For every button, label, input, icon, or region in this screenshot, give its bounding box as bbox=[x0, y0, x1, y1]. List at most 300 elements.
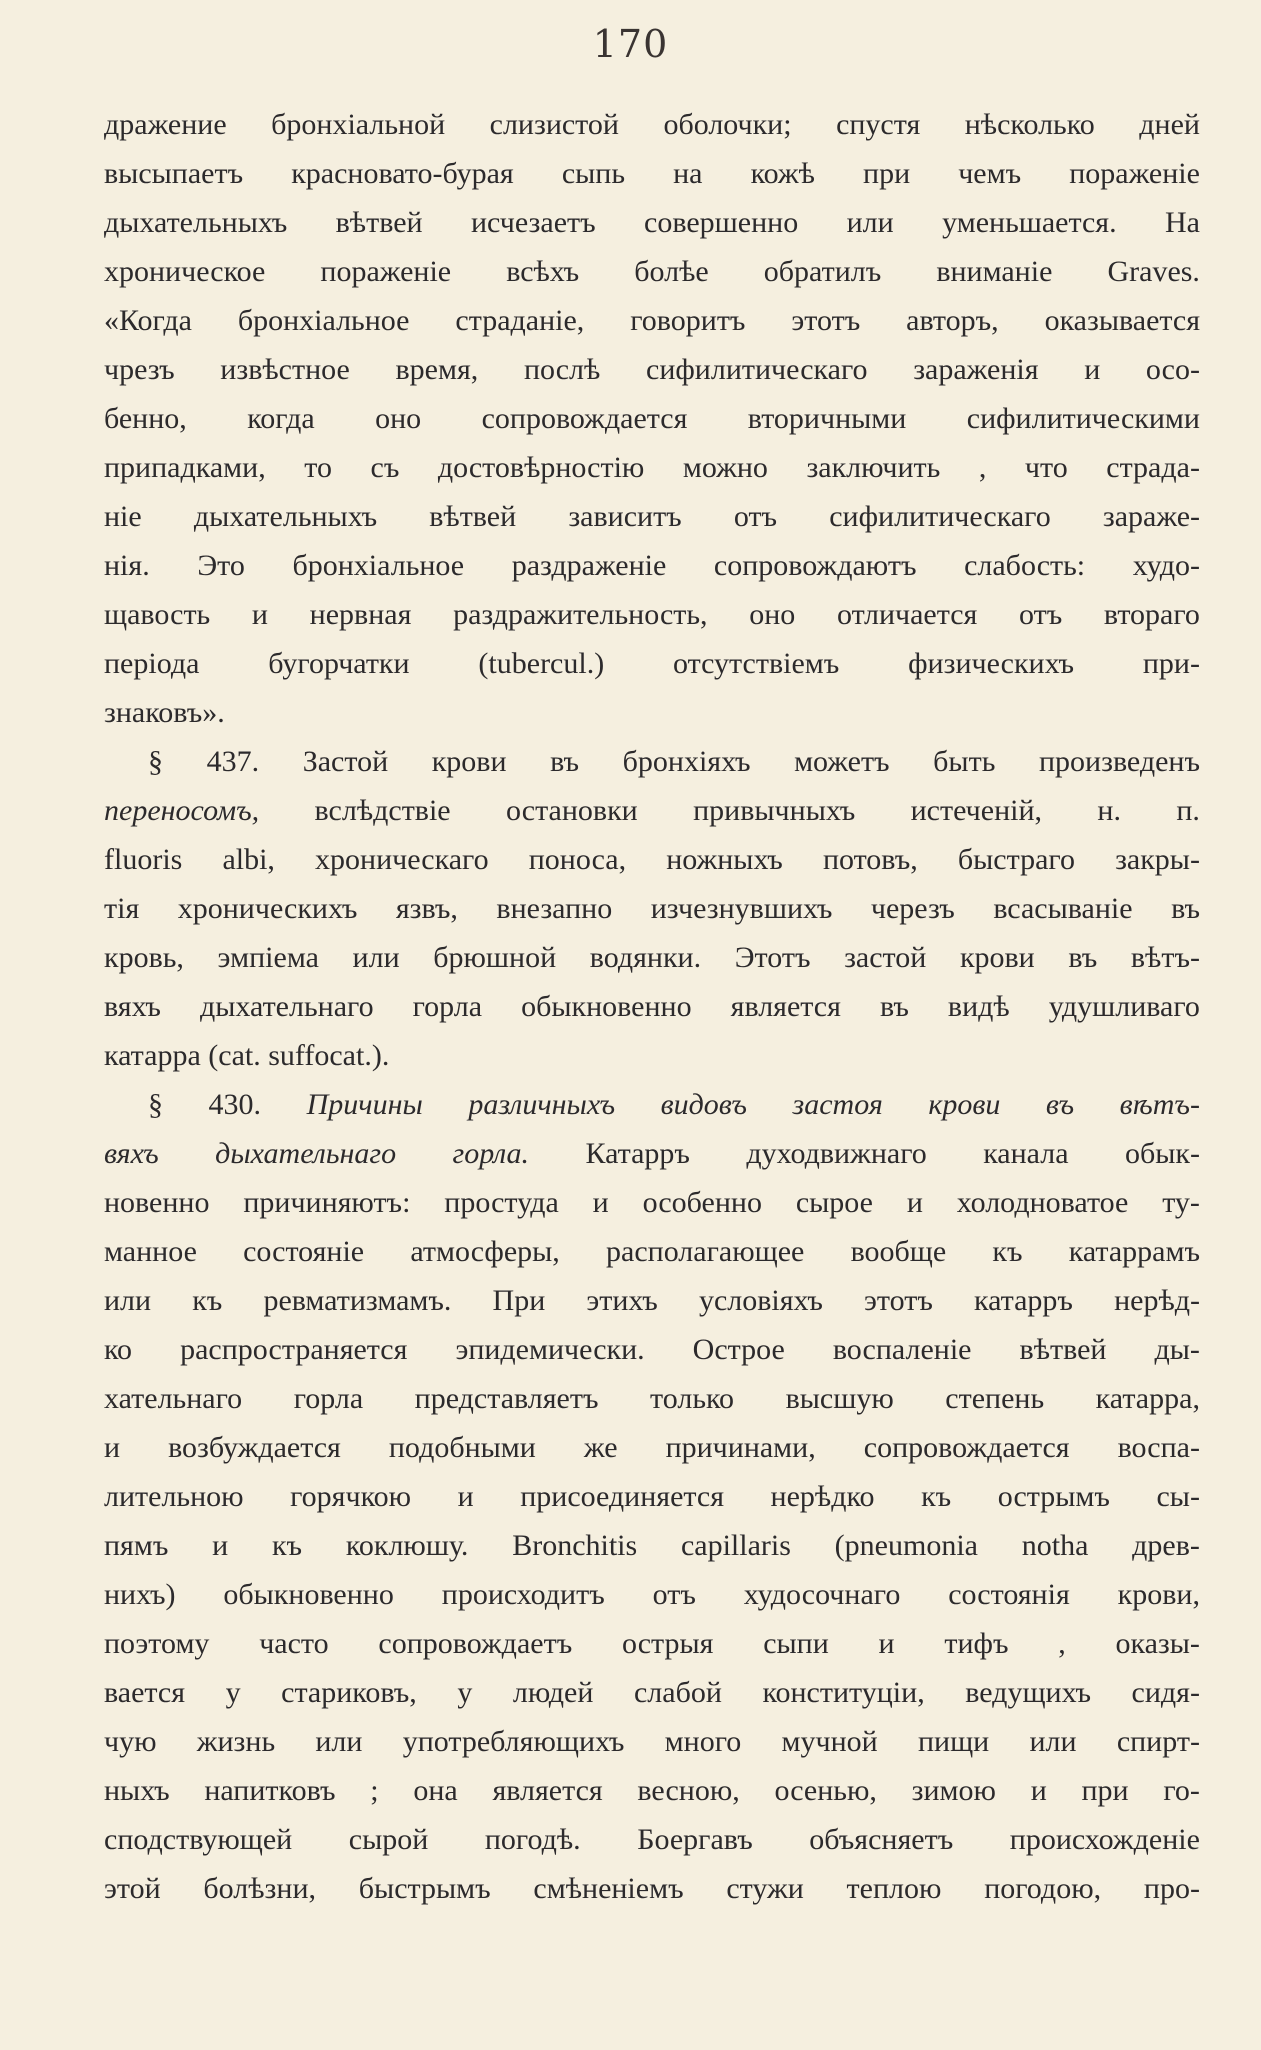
text-line bbox=[104, 1129, 1200, 1178]
word: тифъ bbox=[944, 1627, 1009, 1660]
word: катарръ bbox=[973, 1284, 1073, 1317]
word: При bbox=[492, 1284, 546, 1317]
word: быть bbox=[933, 745, 996, 778]
word: различныхъ bbox=[468, 1088, 616, 1121]
word: горла bbox=[412, 990, 483, 1023]
word: переносомъ, bbox=[104, 794, 260, 827]
word: или bbox=[315, 1725, 363, 1758]
word: стужи bbox=[726, 1872, 804, 1905]
word: Боергавъ bbox=[637, 1823, 753, 1856]
text-line bbox=[104, 1178, 1200, 1227]
word: весною, bbox=[637, 1774, 740, 1807]
word: Этотъ bbox=[734, 941, 811, 974]
word: дыхательныхъ bbox=[193, 500, 378, 533]
word: вается bbox=[104, 1676, 185, 1709]
text-line bbox=[104, 835, 1200, 884]
word: сырое bbox=[795, 1186, 873, 1219]
word: оболочки; bbox=[663, 108, 792, 141]
word: погодѣ. bbox=[484, 1823, 581, 1856]
word: оказывается bbox=[1044, 304, 1200, 337]
word: обратилъ bbox=[763, 255, 882, 288]
word: вѣтвей bbox=[335, 206, 423, 239]
word: про- bbox=[1143, 1872, 1200, 1905]
text-line bbox=[104, 933, 1200, 982]
word: отъ bbox=[1019, 598, 1063, 631]
text-line bbox=[104, 1227, 1200, 1276]
word: причиняютъ: bbox=[243, 1186, 411, 1219]
word: при- bbox=[1142, 647, 1200, 680]
word: capillaris bbox=[680, 1529, 791, 1562]
text-line bbox=[104, 590, 1200, 639]
word: худо- bbox=[1132, 549, 1200, 582]
word: видовъ bbox=[660, 1088, 747, 1121]
text-line bbox=[104, 394, 1200, 443]
word: раздраженіе bbox=[511, 549, 667, 582]
word: оказы- bbox=[1115, 1627, 1200, 1660]
word: въ bbox=[1171, 892, 1200, 925]
word: теплою bbox=[846, 1872, 942, 1905]
word: дыхательнаго bbox=[215, 1137, 397, 1170]
word: болѣе bbox=[634, 255, 709, 288]
word: возбуждается bbox=[168, 1431, 341, 1464]
text-line bbox=[104, 1864, 1200, 1913]
word: сопровождаетъ bbox=[378, 1627, 573, 1660]
word: состояніе bbox=[243, 1235, 365, 1268]
word: чрезъ bbox=[104, 353, 175, 386]
word: и bbox=[251, 598, 268, 631]
word: бронхіальное bbox=[292, 549, 465, 582]
text-line bbox=[104, 1423, 1200, 1472]
word: § bbox=[148, 745, 163, 778]
word: бронхіяхъ bbox=[622, 745, 751, 778]
word: спустя bbox=[836, 108, 921, 141]
word: зависитъ bbox=[568, 500, 682, 533]
word: крови bbox=[431, 745, 507, 778]
word: у bbox=[457, 1676, 473, 1709]
word: острыя bbox=[621, 1627, 714, 1660]
word: пямъ bbox=[104, 1529, 169, 1562]
word: говоритъ bbox=[630, 304, 746, 337]
word: степень bbox=[945, 1382, 1045, 1415]
word: острымъ bbox=[997, 1480, 1110, 1513]
word: болѣзни, bbox=[203, 1872, 317, 1905]
word: въ bbox=[1045, 1088, 1075, 1121]
text-line bbox=[104, 639, 1200, 688]
word: чую bbox=[104, 1725, 157, 1758]
word: состоянія bbox=[948, 1578, 1070, 1611]
word: только bbox=[650, 1382, 735, 1415]
word: при bbox=[863, 157, 911, 190]
word: простуда bbox=[444, 1186, 559, 1219]
word: извѣстное bbox=[220, 353, 350, 386]
text-line bbox=[104, 1766, 1200, 1815]
word: брюшной bbox=[433, 941, 557, 974]
word: вѣтъ- bbox=[1130, 941, 1200, 974]
word: духодвижнаго bbox=[746, 1137, 927, 1170]
word: высыпаетъ bbox=[104, 157, 244, 190]
word: и bbox=[878, 1627, 895, 1660]
word: и bbox=[457, 1480, 474, 1513]
word: худосочнаго bbox=[743, 1578, 901, 1611]
word: дней bbox=[1139, 108, 1200, 141]
word: нѣсколько bbox=[964, 108, 1095, 141]
word: кожѣ bbox=[750, 157, 815, 190]
word: слизистой bbox=[489, 108, 619, 141]
word: язвъ, bbox=[395, 892, 458, 925]
word: часто bbox=[259, 1627, 329, 1660]
word: причинами, bbox=[665, 1431, 816, 1464]
word: много bbox=[664, 1725, 742, 1758]
word: сопровождаютъ bbox=[713, 549, 917, 582]
word: обык- bbox=[1124, 1137, 1200, 1170]
word: этотъ bbox=[791, 304, 861, 337]
word: коклюшу. bbox=[345, 1529, 469, 1562]
word: періода bbox=[104, 647, 200, 680]
text-line bbox=[104, 1374, 1200, 1423]
word: оно bbox=[375, 402, 422, 435]
word: сифилитическаго bbox=[646, 353, 868, 386]
word: сы- bbox=[1156, 1480, 1200, 1513]
word: сопровождается bbox=[863, 1431, 1070, 1464]
word: поноса, bbox=[528, 843, 627, 876]
word: дражение bbox=[104, 108, 227, 141]
word: видѣ bbox=[947, 990, 1010, 1023]
word: бронхіальное bbox=[237, 304, 410, 337]
text-line bbox=[104, 1325, 1200, 1374]
word: вяхъ bbox=[104, 1137, 159, 1170]
word: новенно bbox=[104, 1186, 210, 1219]
word: при bbox=[1081, 1774, 1129, 1807]
word: ведущихъ bbox=[965, 1676, 1091, 1709]
text-line bbox=[104, 982, 1200, 1031]
word: употребляющихъ bbox=[402, 1725, 625, 1758]
word: истеченій, bbox=[910, 794, 1043, 827]
text-line bbox=[104, 1031, 1200, 1080]
text-line bbox=[104, 100, 1200, 149]
word: втораго bbox=[1103, 598, 1200, 631]
text-line bbox=[104, 247, 1200, 296]
word: воспа- bbox=[1117, 1431, 1200, 1464]
word: холодноватое bbox=[956, 1186, 1129, 1219]
word: быстраго bbox=[957, 843, 1075, 876]
text-line bbox=[104, 1521, 1200, 1570]
word: представляетъ bbox=[414, 1382, 599, 1415]
word: съ bbox=[370, 451, 400, 484]
word: уменьшается. bbox=[942, 206, 1117, 239]
word: слабой bbox=[633, 1676, 722, 1709]
word: Graves. bbox=[1107, 255, 1200, 288]
word: вѣтъ- bbox=[1119, 1088, 1200, 1121]
word: она bbox=[413, 1774, 458, 1807]
word: 430. bbox=[208, 1088, 262, 1121]
word: ревматизмамъ. bbox=[263, 1284, 452, 1317]
word: послѣ bbox=[523, 353, 601, 386]
word: ды- bbox=[1154, 1333, 1200, 1366]
word: когда bbox=[247, 402, 315, 435]
text-line bbox=[104, 1472, 1200, 1521]
word: отъ bbox=[733, 500, 778, 533]
word: ту- bbox=[1162, 1186, 1200, 1219]
word: дыхательныхъ bbox=[104, 206, 288, 239]
word: привычныхъ bbox=[693, 794, 856, 827]
text-line bbox=[104, 296, 1200, 345]
word: го- bbox=[1163, 1774, 1200, 1807]
word: дыхательнаго bbox=[200, 990, 374, 1023]
text-line bbox=[104, 1668, 1200, 1717]
text-line bbox=[104, 1276, 1200, 1325]
word: страда- bbox=[1106, 451, 1200, 484]
word: или bbox=[352, 941, 400, 974]
word: погодою, bbox=[984, 1872, 1102, 1905]
word: или bbox=[104, 1284, 152, 1317]
word: бенно, bbox=[104, 402, 187, 435]
word: древ- bbox=[1132, 1529, 1200, 1562]
word: же bbox=[583, 1431, 618, 1464]
word: отъ bbox=[652, 1578, 696, 1611]
word: условіяхъ bbox=[698, 1284, 823, 1317]
word: н. bbox=[1097, 794, 1121, 827]
word: Причины bbox=[306, 1088, 423, 1121]
word: обыкновенно bbox=[521, 990, 692, 1023]
word: черезъ bbox=[870, 892, 955, 925]
body-text bbox=[104, 100, 1200, 1913]
word: сыпь bbox=[561, 157, 626, 190]
word: застой bbox=[844, 941, 927, 974]
word: къ bbox=[192, 1284, 223, 1317]
word: хроническаго bbox=[315, 843, 489, 876]
word: осо- bbox=[1145, 353, 1200, 386]
word: быстрымъ bbox=[358, 1872, 491, 1905]
word: обыкновенно bbox=[223, 1578, 394, 1611]
word: особенно bbox=[642, 1186, 762, 1219]
word: лительною bbox=[104, 1480, 244, 1513]
word: слабость: bbox=[964, 549, 1086, 582]
word: тія bbox=[104, 892, 140, 925]
word: раздражительность, bbox=[453, 598, 708, 631]
word: атмосферы, bbox=[410, 1235, 560, 1268]
word: нерѣд- bbox=[1114, 1284, 1200, 1317]
word: можетъ bbox=[794, 745, 890, 778]
text-line bbox=[104, 443, 1200, 492]
word: сопровождается bbox=[481, 402, 688, 435]
word: страданіе, bbox=[455, 304, 585, 337]
word: нихъ) bbox=[104, 1578, 176, 1611]
word: объясняетъ bbox=[809, 1823, 954, 1856]
text-line bbox=[104, 1717, 1200, 1766]
word: осенью, bbox=[774, 1774, 877, 1807]
word: авторъ, bbox=[906, 304, 999, 337]
word: горячкою bbox=[290, 1480, 412, 1513]
word: вслѣдствіе bbox=[314, 794, 451, 827]
word: зараженія bbox=[913, 353, 1039, 386]
text-line bbox=[104, 1619, 1200, 1668]
word: хроническое bbox=[104, 255, 266, 288]
word: присоединяется bbox=[520, 1480, 724, 1513]
word: совершенно bbox=[644, 206, 799, 239]
word: можно bbox=[682, 451, 768, 484]
word: хательнаго bbox=[104, 1382, 243, 1415]
word: смѣненіемъ bbox=[533, 1872, 684, 1905]
word: въ bbox=[879, 990, 909, 1023]
word: людей bbox=[512, 1676, 594, 1709]
word: происхожденіе bbox=[1009, 1823, 1200, 1856]
word: располагающее bbox=[606, 1235, 805, 1268]
word: горла bbox=[293, 1382, 364, 1415]
word: что bbox=[1024, 451, 1068, 484]
word: чемъ bbox=[958, 157, 1022, 190]
word: бронхіальной bbox=[271, 108, 446, 141]
word: или bbox=[846, 206, 894, 239]
word: красновато-бурая bbox=[291, 157, 514, 190]
word: жизнь bbox=[196, 1725, 276, 1758]
word: эпидемически. bbox=[455, 1333, 645, 1366]
word: вѣтвей bbox=[1019, 1333, 1107, 1366]
word: и bbox=[1084, 353, 1101, 386]
word: отсутствіемъ bbox=[673, 647, 840, 680]
word: крови bbox=[928, 1088, 1001, 1121]
word: вторичными bbox=[747, 402, 907, 435]
word: манное bbox=[104, 1235, 197, 1268]
word: § bbox=[148, 1088, 163, 1121]
word: и bbox=[906, 1186, 923, 1219]
word: пораженіе bbox=[320, 255, 452, 288]
word: у bbox=[225, 1676, 241, 1709]
word: мучной bbox=[781, 1725, 878, 1758]
text-line bbox=[104, 737, 1200, 786]
word: канала bbox=[983, 1137, 1069, 1170]
word: (tubercul.) bbox=[478, 647, 605, 680]
word: и bbox=[1030, 1774, 1047, 1807]
word: notha bbox=[1021, 1529, 1089, 1562]
word: поэтому bbox=[104, 1627, 210, 1660]
text-line bbox=[104, 492, 1200, 541]
word: сифилитическими bbox=[966, 402, 1200, 435]
word: заключить bbox=[806, 451, 941, 484]
word: къ bbox=[271, 1529, 303, 1562]
word: , bbox=[1058, 1627, 1066, 1660]
word: и bbox=[104, 1431, 121, 1464]
word: вяхъ bbox=[104, 990, 161, 1023]
word: на bbox=[673, 157, 703, 190]
word: катарра, bbox=[1095, 1382, 1200, 1415]
word: вѣтвей bbox=[429, 500, 517, 533]
word: 437. bbox=[206, 745, 260, 778]
word: ныхъ bbox=[104, 1774, 170, 1807]
word: удушливаго bbox=[1048, 990, 1200, 1023]
word: является bbox=[730, 990, 841, 1023]
word: пищи bbox=[917, 1725, 990, 1758]
word: этихъ bbox=[586, 1284, 658, 1317]
text-line bbox=[104, 345, 1200, 394]
word: то bbox=[304, 451, 332, 484]
word: произведенъ bbox=[1038, 745, 1200, 778]
word: , bbox=[978, 451, 987, 484]
word: всѣхъ bbox=[506, 255, 580, 288]
text-line bbox=[104, 1815, 1200, 1864]
word: потовъ, bbox=[822, 843, 918, 876]
text-line bbox=[104, 786, 1200, 835]
word: Это bbox=[197, 549, 245, 582]
word: (cat. bbox=[208, 1039, 261, 1072]
word: эмпіема bbox=[217, 941, 319, 974]
word: Острое bbox=[692, 1333, 785, 1366]
word: является bbox=[492, 1774, 603, 1807]
word: «Когда bbox=[104, 304, 192, 337]
word: достовѣрностію bbox=[437, 451, 645, 484]
word: зараже- bbox=[1102, 500, 1200, 533]
word: распространяется bbox=[180, 1333, 408, 1366]
word: закры- bbox=[1115, 843, 1200, 876]
word: напитковъ bbox=[204, 1774, 336, 1807]
text-line bbox=[104, 884, 1200, 933]
word: нія. bbox=[104, 549, 150, 582]
text-line bbox=[104, 1570, 1200, 1619]
word: стариковъ, bbox=[281, 1676, 417, 1709]
word: ; bbox=[370, 1774, 379, 1807]
word: къ bbox=[992, 1235, 1023, 1268]
word: бугорчатки bbox=[268, 647, 410, 680]
word: кровь, bbox=[104, 941, 184, 974]
word: крови bbox=[959, 941, 1035, 974]
word: зимою bbox=[911, 1774, 996, 1807]
word: подобными bbox=[388, 1431, 536, 1464]
word: и bbox=[212, 1529, 229, 1562]
word: въ bbox=[1068, 941, 1098, 974]
word: изчезнувшихъ bbox=[650, 892, 833, 925]
word: внезапно bbox=[496, 892, 613, 925]
word: ножныхъ bbox=[666, 843, 783, 876]
word: щавость bbox=[104, 598, 211, 631]
word: припадками, bbox=[104, 451, 266, 484]
word: этотъ bbox=[864, 1284, 933, 1317]
text-line bbox=[104, 541, 1200, 590]
word: всасываніе bbox=[993, 892, 1133, 925]
word: вниманіе bbox=[936, 255, 1053, 288]
text-line bbox=[104, 198, 1200, 247]
word: къ bbox=[921, 1480, 952, 1513]
word: suffocat.). bbox=[268, 1039, 390, 1072]
word: физическихъ bbox=[908, 647, 1074, 680]
word: катарра bbox=[104, 1039, 201, 1072]
word: этой bbox=[104, 1872, 161, 1905]
word: На bbox=[1164, 206, 1200, 239]
word: застоя bbox=[792, 1088, 883, 1121]
word: катаррамъ bbox=[1068, 1235, 1200, 1268]
word: Катарръ bbox=[585, 1137, 690, 1170]
word: знаковъ». bbox=[104, 696, 225, 729]
word: Застой bbox=[302, 745, 389, 778]
word: fluoris bbox=[104, 843, 183, 876]
word: спирт- bbox=[1116, 1725, 1200, 1758]
word: воспаленіе bbox=[832, 1333, 972, 1366]
word: крови, bbox=[1117, 1578, 1200, 1611]
text-line bbox=[104, 1080, 1200, 1129]
word: оно bbox=[749, 598, 796, 631]
word: высшую bbox=[785, 1382, 894, 1415]
word: (pneumonia bbox=[834, 1529, 978, 1562]
word: или bbox=[1029, 1725, 1077, 1758]
word: нерѣдко bbox=[770, 1480, 875, 1513]
word: Bronchitis bbox=[512, 1529, 638, 1562]
word: время, bbox=[395, 353, 479, 386]
word: нервная bbox=[309, 598, 412, 631]
word: сырой bbox=[348, 1823, 429, 1856]
word: происходитъ bbox=[441, 1578, 605, 1611]
word: ко bbox=[104, 1333, 133, 1366]
word: albi, bbox=[222, 843, 275, 876]
text-line bbox=[104, 149, 1200, 198]
word: вообще bbox=[850, 1235, 947, 1268]
